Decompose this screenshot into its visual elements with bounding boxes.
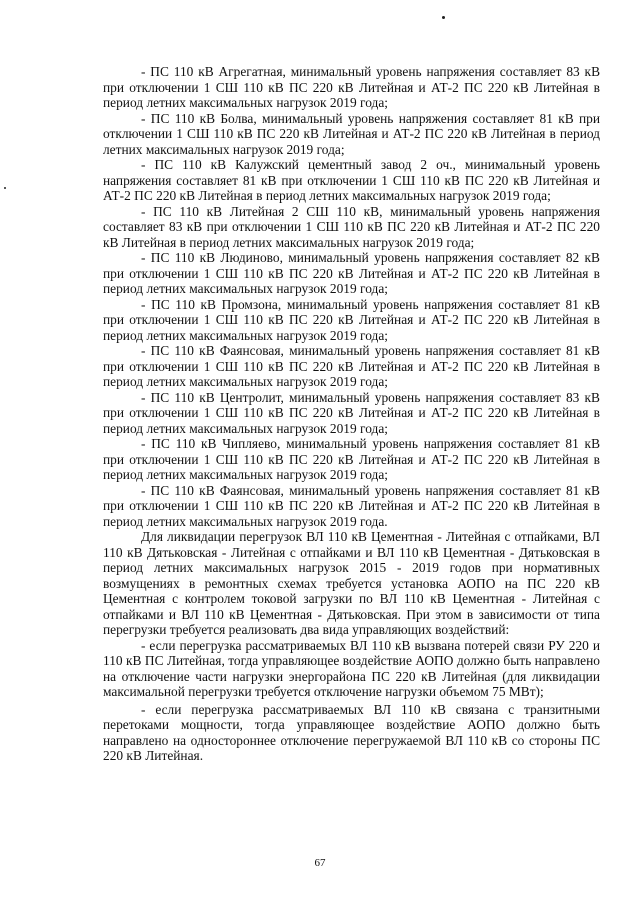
main-paragraph: Для ликвидации перегрузок ВЛ 110 кВ Цементная - Литейная с отпайками, ВЛ 110 кВ Дятьковская - Литейная с отпайками и ВЛ 110 кВ Цементная - Дятьковская в период летних максимальных нагрузок 2015 - 2019 годов при нормативных возмущениях в ремонтных схемах требуется установка АОПО на ПС 220 кВ Цементная с контролем токовой загрузки по ВЛ 110 кВ Цементная - Литейная с отпайками и ВЛ 110 кВ Цементная - Дятьковская. При этом в зависимости от типа перегрузки требуется реализовать два вида управляющих воздействий: [103,529,600,637]
case-paragraph-1: - если перегрузка рассматриваемых ВЛ 110 кВ вызвана потерей связи РУ 220 и 110 кВ ПС Литейная, тогда управляющее воздействие АОПО должно быть направлено на отключение части нагрузки энергорайона ПС 220 кВ Литейная (для ликвидации максимальной перегрузки требуется отключение нагрузки объемом 75 МВт); [103,637,600,699]
case-paragraph-2: - если перегрузка рассматриваемых ВЛ 110 кВ связана с транзитными перетоками мощности, тогда управляющее воздействие АОПО должно быть направлено на одностороннее отключение перегружаемой ВЛ 110 кВ со стороны ПС 220 кВ Литейная. [103,701,600,763]
page-number: 67 [314,857,326,869]
list-item: - ПС 110 кВ Фаянсовая, минимальный уровень напряжения составляет 81 кВ при отключении 1 СШ 110 кВ ПС 220 кВ Литейная и АТ-2 ПС 220 кВ Литейная в период летних максимальных нагрузок 2019 года. [103,482,600,529]
document-body [103,64,600,764]
list-item: - ПС 110 кВ Промзона, минимальный уровень напряжения составляет 81 кВ при отключении 1 СШ 110 кВ ПС 220 кВ Литейная и АТ-2 ПС 220 кВ Литейная в период летних максимальных нагрузок 2019 года; [103,296,600,343]
list-item: - ПС 110 кВ Литейная 2 СШ 110 кВ, минимальный уровень напряжения составляет 83 кВ при отключении 1 СШ 110 кВ ПС 220 кВ Литейная и АТ-2 ПС 220 кВ Литейная в период летних максимальных нагрузок 2019 года; [103,203,600,250]
list-item: - ПС 110 кВ Агрегатная, минимальный уровень напряжения составляет 83 кВ при отключении 1 СШ 110 кВ ПС 220 кВ Литейная и АТ-2 ПС 220 кВ Литейная в период летних максимальных нагрузок 2019 года; [103,64,600,110]
scan-speck [4,187,6,189]
list-item: - ПС 110 кВ Калужский цементный завод 2 оч., минимальный уровень напряжения составляет 81 кВ при отключении 1 СШ 110 кВ ПС 220 кВ Литейная и АТ-2 ПС 220 кВ Литейная в период летних максимальных нагрузок 2019 года; [103,157,600,203]
list-item: - ПС 110 кВ Фаянсовая, минимальный уровень напряжения составляет 81 кВ при отключении 1 СШ 110 кВ ПС 220 кВ Литейная и АТ-2 ПС 220 кВ Литейная в период летних максимальных нагрузок 2019 года; [103,343,600,389]
list-item: - ПС 110 кВ Людиново, минимальный уровень напряжения составляет 82 кВ при отключении 1 СШ 110 кВ ПС 220 кВ Литейная и АТ-2 ПС 220 кВ Литейная в период летних максимальных нагрузок 2019 года; [103,250,600,296]
list-item: - ПС 110 кВ Центролит, минимальный уровень напряжения составляет 83 кВ при отключении 1 СШ 110 кВ ПС 220 кВ Литейная и АТ-2 ПС 220 кВ Литейная в период летних максимальных нагрузок 2019 года; [103,389,600,436]
list-item: - ПС 110 кВ Чипляево, минимальный уровень напряжения составляет 81 кВ при отключении 1 СШ 110 кВ ПС 220 кВ Литейная и АТ-2 ПС 220 кВ Литейная в период летних максимальных нагрузок 2019 года; [103,436,600,482]
list-item: - ПС 110 кВ Болва, минимальный уровень напряжения составляет 81 кВ при отключении 1 СШ 110 кВ ПС 220 кВ Литейная и АТ-2 ПС 220 кВ Литейная в период летних максимальных нагрузок 2019 года; [103,110,600,157]
scan-speck [442,16,445,19]
